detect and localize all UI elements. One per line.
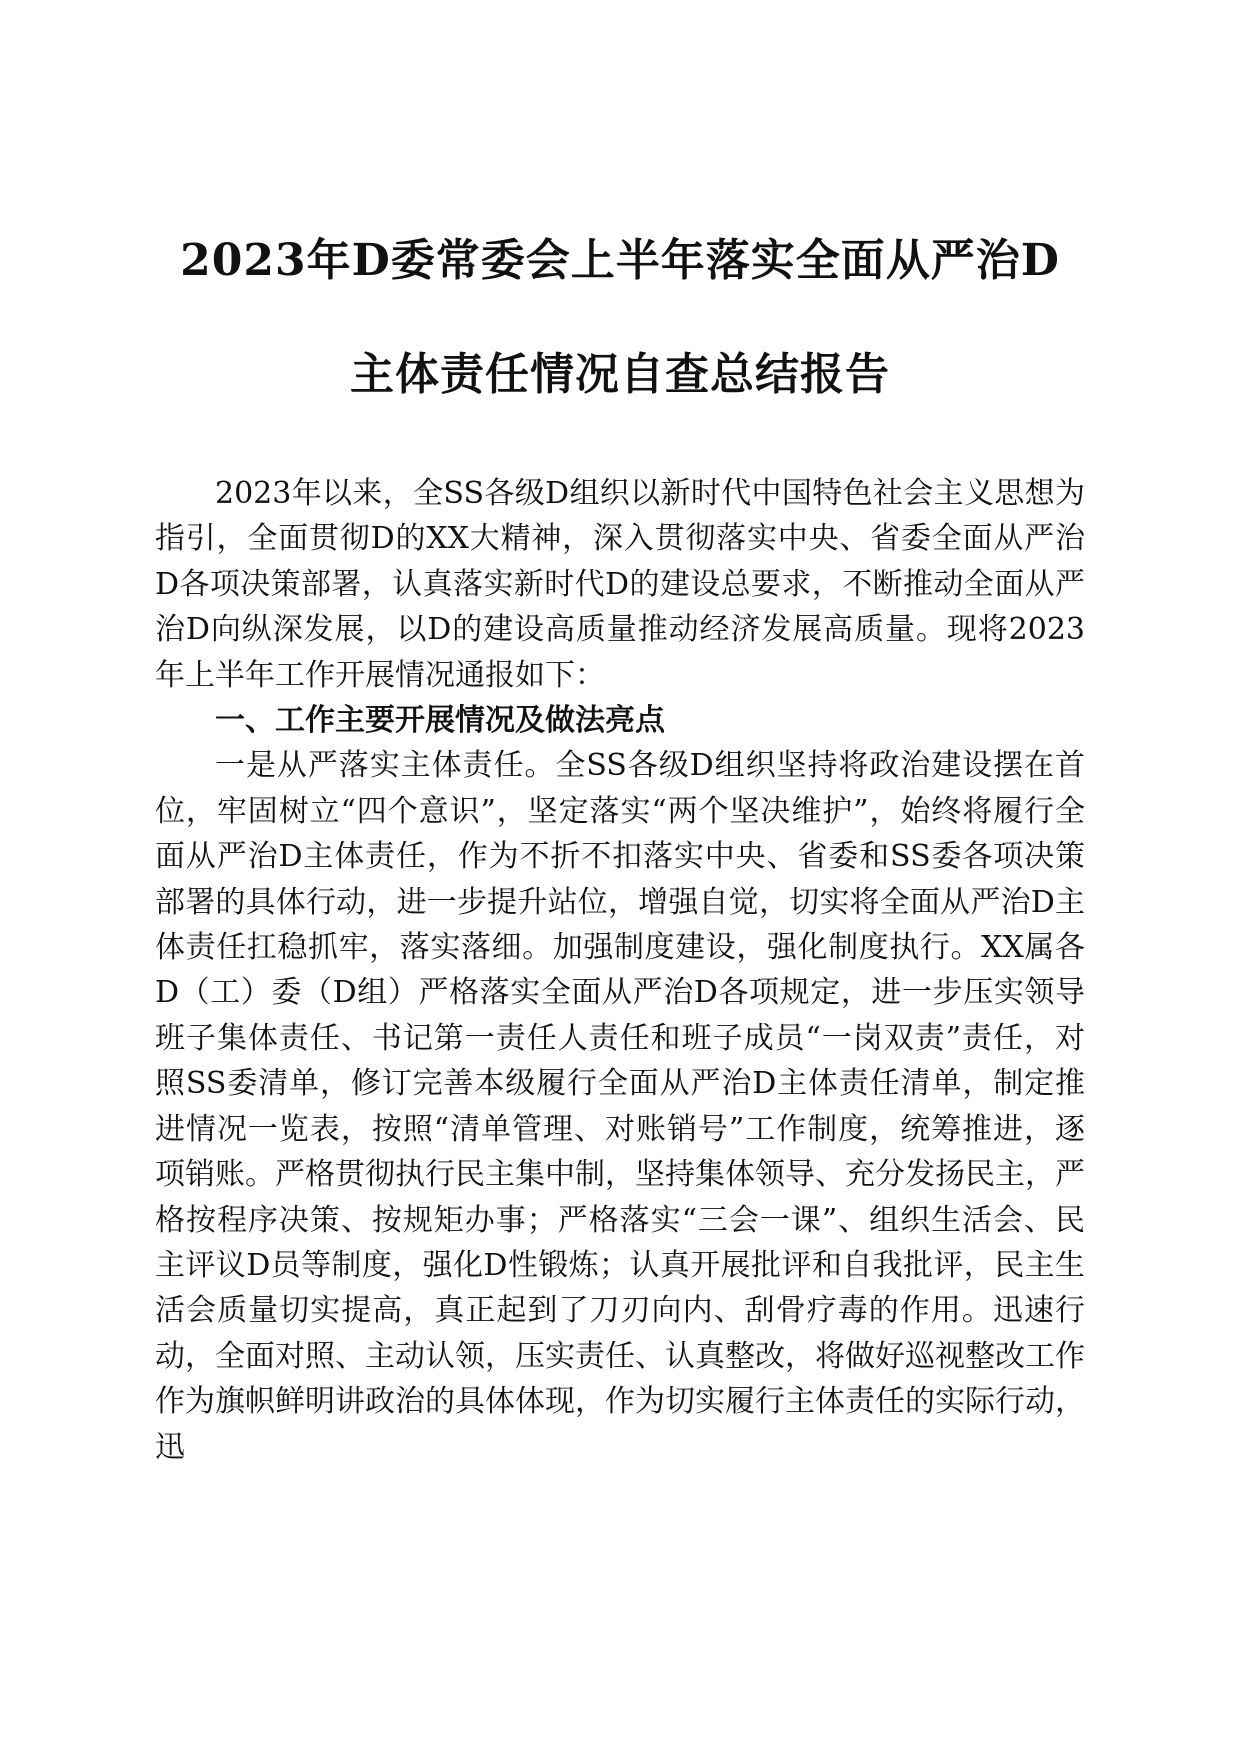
document-title-line-2: 主体责任情况自查总结报告 [350,349,890,400]
document-title-line-1: 2023年D委常委会上半年落实全面从严治D [180,235,1060,286]
intro-paragraph: 2023年以来，全SS各级D组织以新时代中国特色社会主义思想为指引，全面贯彻D的XX大精神，深入贯彻落实中央、省委全面从严治D各项决策部署，认真落实新时代D的建设总要求，不断推动全面从严治D向纵深发展，以D的建设高质量推动经济发展高质量。现将2023年上半年工作开展情况通报如下： [155,476,1085,693]
section-1-paragraph-1: 一是从严落实主体责任。全SS各级D组织坚持将政治建设摆在首位，牢固树立“四个意识”，坚定落实“两个坚决维护”，始终将履行全面从严治D主体责任，作为不折不扣落实中央、省委和SS委各项决策部署的具体行动，进一步提升站位，增强自觉，切实将全面从严治D主体责任扛稳抓牢，落实落细。加强制度建设，强化制度执行。XX属各D（工）委（D组）严格落实全面从严治D各项规定，进一步压实领导班子集体责任、书记第一责任人责任和班子成员“一岗双责”责任，对照SS委清单，修订完善本级履行全面从严治D主体责任清单，制定推进情况一览表，按照“清单管理、对账销号”工作制度，统筹推进，逐项销账。严格贯彻执行民主集中制，坚持集体领导、充分发扬民主，严格按程序决策、按规矩办事；严格落实“三会一课”、组织生活会、民主评议D员等制度，强化D性锻炼；认真开展批评和自我批评，民主生活会质量切实提高，真正起到了刀刃向内、刮骨疗毒的作用。迅速行动，全面对照、主动认领，压实责任、认真整改，将做好巡视整改工作作为旗帜鲜明讲政治的具体体现，作为切实履行主体责任的实际行动，迅 [155,748,1085,1465]
section-1-heading: 一、工作主要开展情况及做法亮点 [215,703,665,739]
document-body [155,471,1085,1470]
